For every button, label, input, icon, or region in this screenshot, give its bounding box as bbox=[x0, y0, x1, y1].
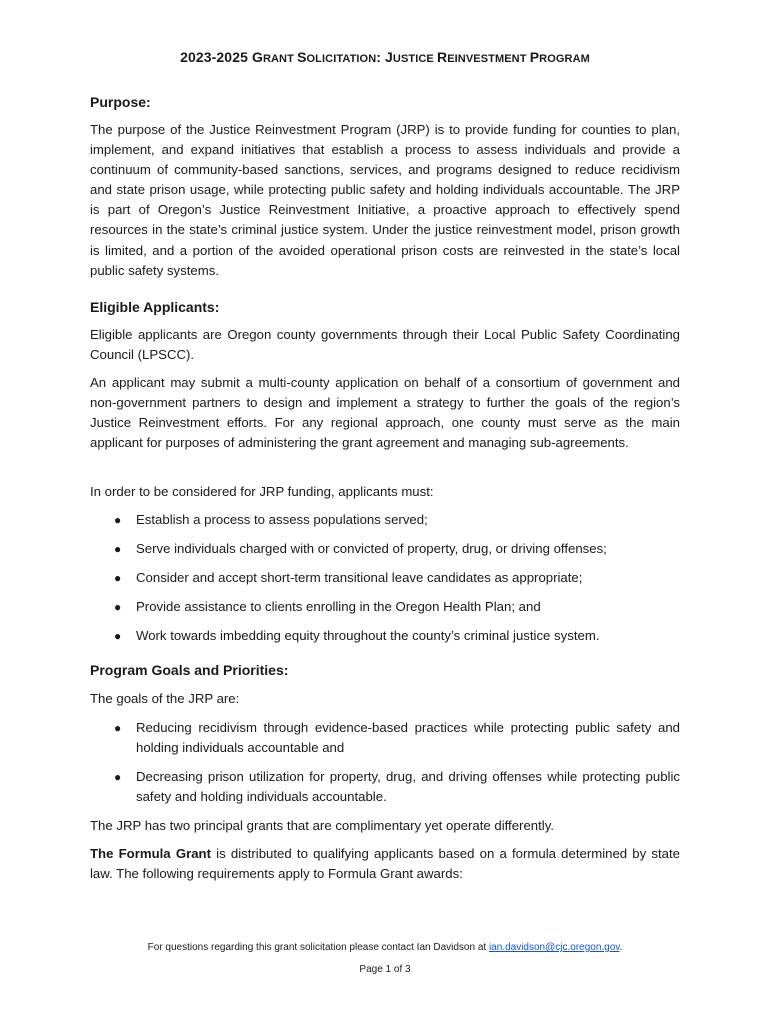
bullet-icon: ● bbox=[114, 600, 122, 614]
document-title: 2023-2025 GRANT SOLICITATION: JUSTICE REINVESTMENT PROGRAM bbox=[180, 49, 590, 65]
bullet-icon: ● bbox=[114, 721, 122, 735]
contact-email-link[interactable]: ian.davidson@cjc.oregon.gov bbox=[488, 942, 620, 953]
bullet-icon: ● bbox=[114, 770, 122, 784]
eligible-paragraph-1: Eligible applicants are Oregon county governments through their Local Public Safety Coordinating Council (LPSCC). bbox=[90, 327, 680, 363]
formula-grant-term: The Formula Grant bbox=[90, 846, 211, 861]
bullet-icon: ● bbox=[114, 571, 122, 585]
footer-contact: For questions regarding this grant solicitation please contact Ian Davidson at ian.davidson@cjc.oregon.gov. bbox=[147, 942, 623, 953]
list-item: ● Decreasing prison utilization for property, drug, and driving offenses while protecting public safety and holding individuals accountable. bbox=[114, 769, 680, 805]
page-number: Page 1 of 3 bbox=[359, 964, 411, 975]
bullet-icon: ● bbox=[114, 513, 122, 527]
bullet-icon: ● bbox=[114, 542, 122, 556]
program-goals-heading: Program Goals and Priorities: bbox=[90, 662, 289, 678]
eligible-paragraph-3: In order to be considered for JRP funding, applicants must: bbox=[90, 484, 434, 499]
grants-overview: The JRP has two principal grants that are complimentary yet operate differently. bbox=[90, 818, 554, 833]
list-item: ● Establish a process to assess populations served; bbox=[90, 510, 680, 530]
list-item: ● Reducing recidivism through evidence-based practices while protecting public safety and holding individuals accountable and bbox=[114, 720, 680, 756]
bullet-icon: ● bbox=[114, 629, 122, 643]
eligible-paragraph-2: An applicant may submit a multi-county application on behalf of a consortium of government and non-government partners to design and implement a strategy to further the goals of the region’s Justice Reinvestment efforts. For any regional approach, one county must serve as the main applicant for purposes of administering the grant agreement and managing sub-agreements. bbox=[90, 375, 680, 451]
goals-intro: The goals of the JRP are: bbox=[90, 691, 240, 706]
purpose-heading: Purpose: bbox=[90, 94, 151, 110]
list-item: ● Consider and accept short-term transitional leave candidates as appropriate; bbox=[90, 568, 680, 588]
purpose-paragraph: The purpose of the Justice Reinvestment Program (JRP) is to provide funding for counties to plan, implement, and expand initiatives that establish a process to assess individuals and provide a continuum of community-based sanctions, services, and programs designed to reduce recidivism and state prison usage, while protecting public safety and holding individuals accountable. The JRP is part of Oregon’s Justice Reinvestment Initiative, a proactive approach to effectively spend resources in the state’s criminal justice system. Under the justice reinvestment model, prison growth is limited, and a portion of the avoided operational prison costs are reinvested in the state’s local public safety systems. bbox=[90, 122, 680, 278]
list-item: ● Serve individuals charged with or convicted of property, drug, or driving offenses; bbox=[90, 539, 680, 559]
eligible-applicants-heading: Eligible Applicants: bbox=[90, 299, 220, 315]
formula-grant-paragraph: The Formula Grant is distributed to qualifying applicants based on a formula determined by state law. The following requirements apply to Formula Grant awards: bbox=[90, 846, 680, 882]
list-item: ● Provide assistance to clients enrolling in the Oregon Health Plan; and bbox=[90, 597, 680, 617]
list-item: ● Work towards imbedding equity throughout the county’s criminal justice system. bbox=[90, 626, 680, 646]
